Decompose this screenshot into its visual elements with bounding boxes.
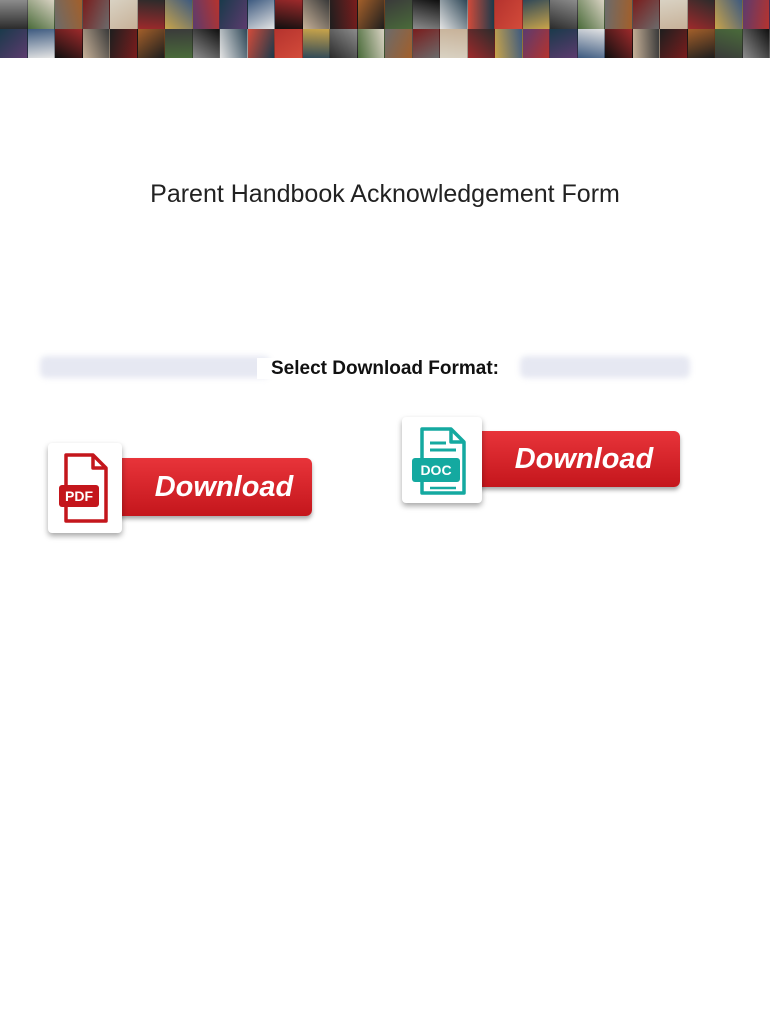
poster-tile	[660, 0, 688, 29]
doc-download-label: Download	[514, 442, 654, 475]
poster-tile	[578, 0, 606, 29]
poster-tile	[605, 0, 633, 29]
poster-tile	[605, 29, 633, 58]
pdf-download-label: Download	[154, 470, 294, 503]
poster-tile	[165, 29, 193, 58]
poster-tile	[413, 29, 441, 58]
poster-tile	[440, 0, 468, 29]
poster-tile	[0, 29, 28, 58]
poster-tile	[413, 0, 441, 29]
poster-tile	[28, 0, 56, 29]
poster-tile	[275, 0, 303, 29]
poster-tile	[330, 29, 358, 58]
poster-tile	[633, 0, 661, 29]
poster-collage-banner	[0, 0, 770, 58]
poster-tile	[715, 0, 743, 29]
poster-tile	[633, 29, 661, 58]
poster-tile	[385, 29, 413, 58]
poster-tile	[743, 0, 770, 29]
poster-tile	[523, 29, 551, 58]
poster-tile	[220, 29, 248, 58]
poster-tile	[688, 0, 716, 29]
pdf-file-icon	[48, 443, 122, 533]
doc-download-button[interactable]	[402, 415, 684, 507]
select-format-text: Select Download Format:	[257, 358, 513, 379]
poster-tile	[110, 0, 138, 29]
poster-tile	[303, 0, 331, 29]
poster-tile	[138, 0, 166, 29]
poster-tile	[358, 29, 386, 58]
select-format-label	[0, 358, 770, 380]
poster-tile	[193, 29, 221, 58]
poster-tile	[385, 0, 413, 29]
poster-tile	[55, 29, 83, 58]
poster-tile	[468, 0, 496, 29]
poster-tile	[468, 29, 496, 58]
poster-tile	[523, 0, 551, 29]
poster-tile	[83, 29, 111, 58]
poster-tile	[660, 29, 688, 58]
poster-tile	[28, 29, 56, 58]
poster-tile	[440, 29, 468, 58]
poster-tile	[55, 0, 83, 29]
poster-tile	[275, 29, 303, 58]
poster-tile	[110, 29, 138, 58]
poster-tile	[330, 0, 358, 29]
doc-format-label: DOC	[420, 462, 452, 478]
pdf-download-button[interactable]	[48, 440, 314, 536]
poster-tile	[0, 0, 28, 29]
doc-download-bar[interactable]	[466, 431, 680, 487]
doc-file-icon	[402, 417, 482, 503]
poster-tile	[138, 29, 166, 58]
pdf-download-bar[interactable]	[108, 458, 312, 516]
poster-tile	[550, 0, 578, 29]
pdf-format-label: PDF	[65, 488, 93, 504]
poster-tile	[165, 0, 193, 29]
poster-tile	[578, 29, 606, 58]
page-title: Parent Handbook Acknowledgement Form	[150, 180, 620, 208]
poster-tile	[358, 0, 386, 29]
poster-tile	[83, 0, 111, 29]
poster-tile	[550, 29, 578, 58]
poster-tile	[495, 29, 523, 58]
poster-tile	[220, 0, 248, 29]
poster-tile	[248, 0, 276, 29]
poster-tile	[495, 0, 523, 29]
poster-tile	[715, 29, 743, 58]
poster-tile	[688, 29, 716, 58]
poster-tile	[248, 29, 276, 58]
poster-tile	[193, 0, 221, 29]
poster-tile	[303, 29, 331, 58]
poster-tile	[743, 29, 770, 58]
